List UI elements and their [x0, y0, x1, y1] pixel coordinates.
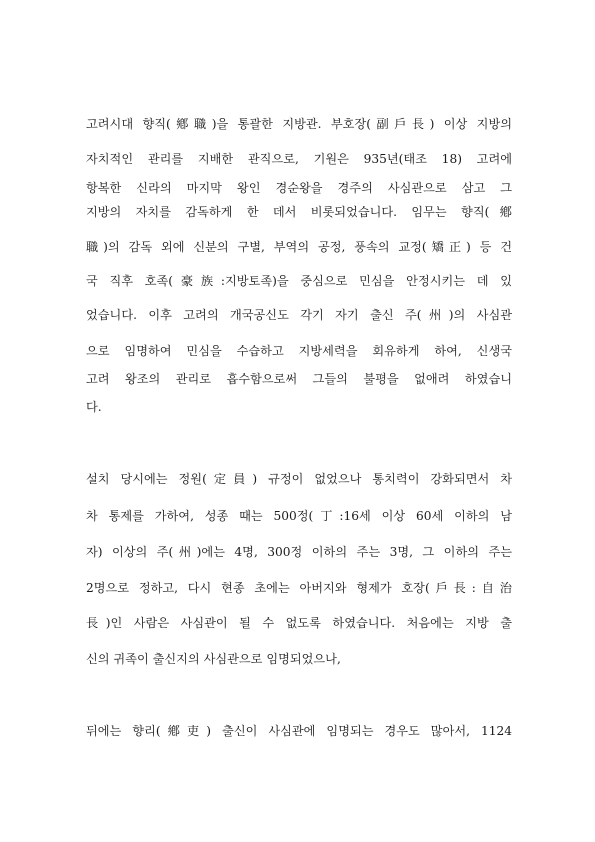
- text-line: 지방의 자치를 감독하게 한 데서 비롯되었습니다. 임무는 향직(鄕: [86, 205, 512, 219]
- text-line: 었습니다. 이후 고려의 개국공신도 각기 자기 출신 주(州)의 사심관: [86, 308, 512, 322]
- text-line: 으로 임명하여 민심을 수습하고 지방세력을 회유하게 하여, 신생국: [86, 344, 512, 358]
- text-line: 다.: [86, 400, 102, 414]
- text-line: 고려시대 향직(鄕職)을 통괄한 지방관. 부호장(副戶長) 이상 지방의: [86, 117, 512, 131]
- text-line: 차 통제를 가하여, 성종 때는 500정(丁:16세 이상 60세 이하의 남: [86, 509, 512, 523]
- text-line: 長)인 사람은 사심관이 될 수 없도록 하였습니다. 처음에는 지방 출: [86, 616, 512, 630]
- text-line: 고려 왕조의 관리로 흡수함으로써 그들의 불평을 없애려 하였습니: [86, 372, 512, 386]
- text-line: 국 직후 호족(豪族:지방토족)을 중심으로 민심을 안정시키는 데 있: [86, 274, 512, 288]
- text-line: 자치적인 관리를 지배한 관직으로, 기원은 935년(태조 18) 고려에: [86, 152, 512, 166]
- text-line: 2명으로 정하고, 다시 현종 초에는 아버지와 형제가 호장(戶長:自治: [86, 581, 512, 595]
- text-line: 항복한 신라의 마지막 왕인 경순왕을 경주의 사심관으로 삼고 그: [86, 181, 512, 195]
- text-line: 신의 귀족이 출신지의 사심관으로 임명되었으나,: [86, 652, 341, 666]
- text-line: 뒤에는 향리(鄕吏) 출신이 사심관에 임명되는 경우도 많아서, 1124: [86, 724, 512, 738]
- text-line: 자) 이상의 주(州)에는 4명, 300정 이하의 주는 3명, 그 이하의 주는: [86, 545, 512, 559]
- text-line: 설치 당시에는 정원(定員) 규정이 없었으나 통치력이 강화되면서 차: [86, 472, 512, 486]
- text-line: 職)의 감독 외에 신분의 구별, 부역의 공정, 풍속의 교정(矯正) 등 건: [86, 240, 512, 254]
